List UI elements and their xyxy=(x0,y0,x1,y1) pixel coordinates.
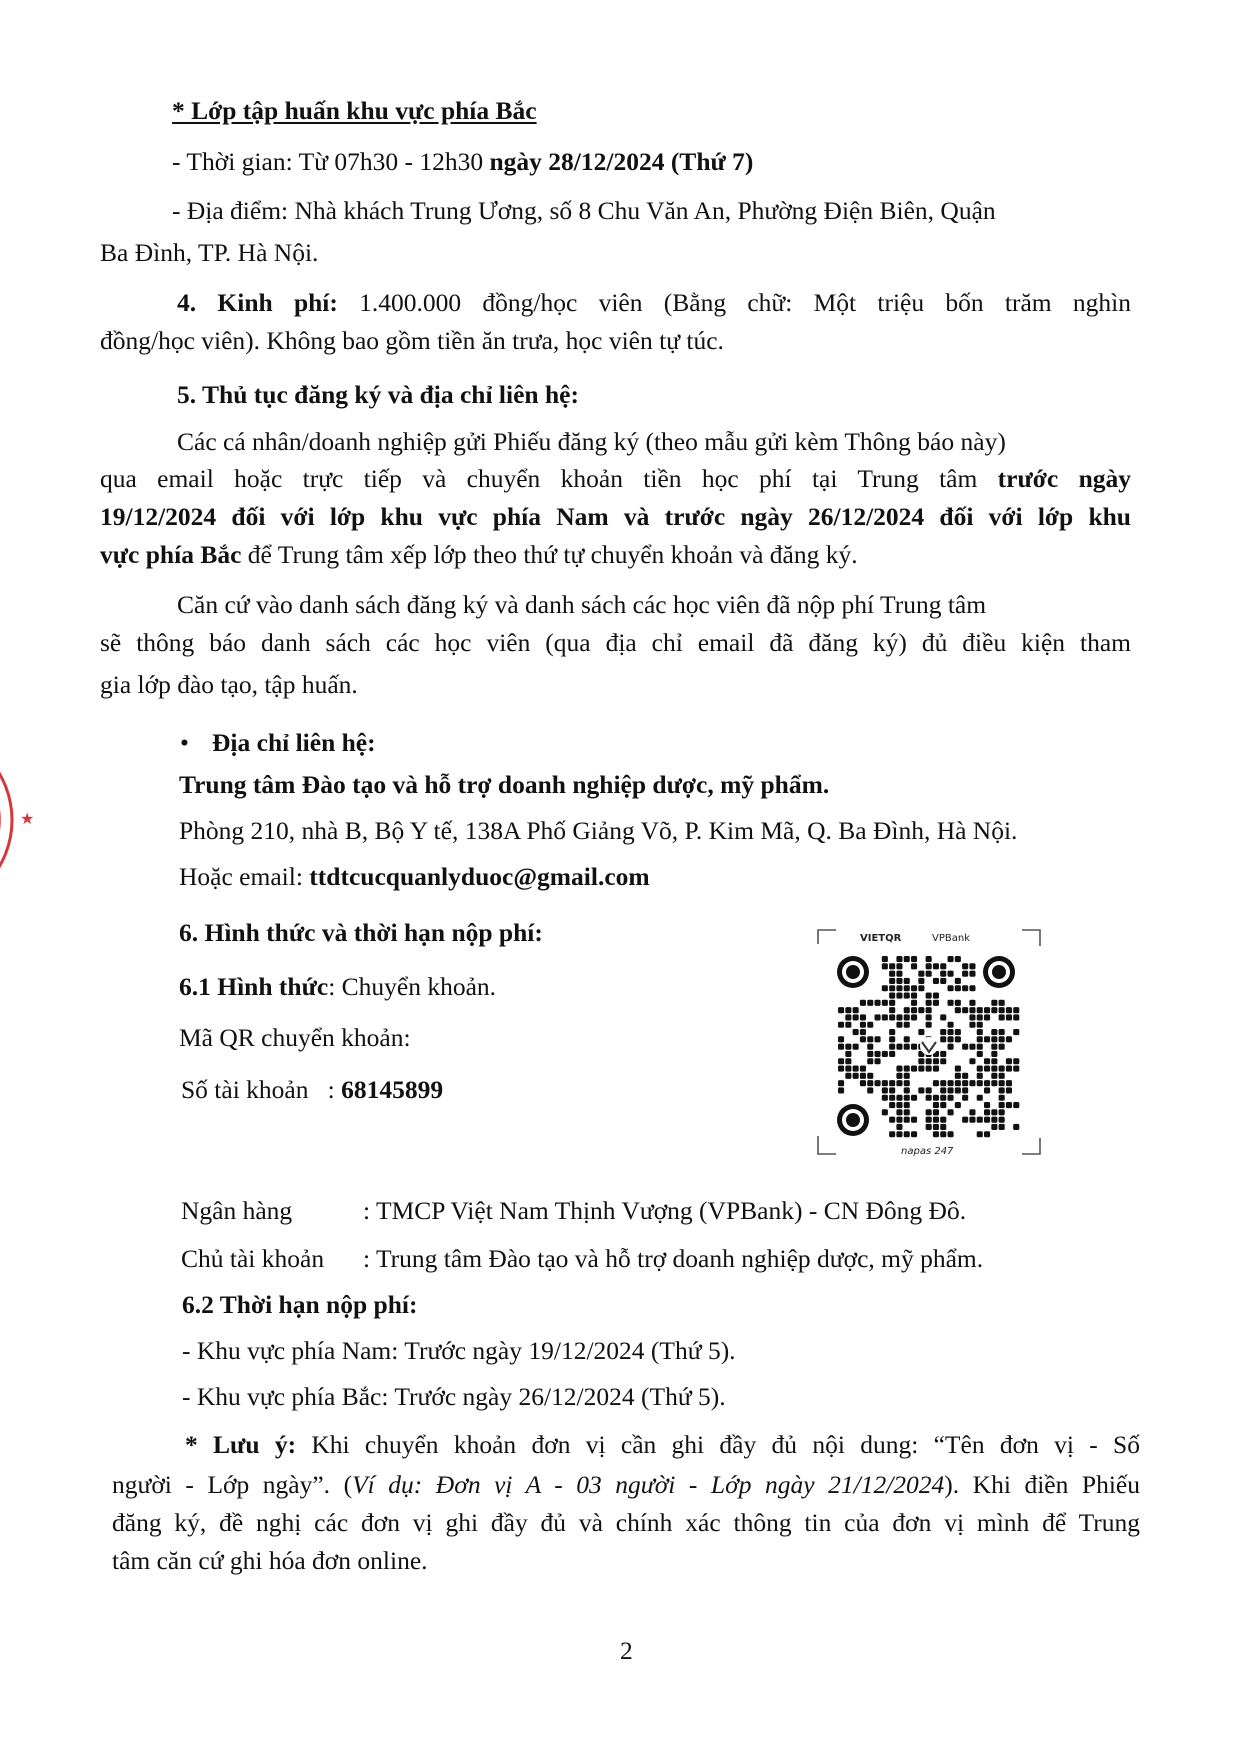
north-class-heading: * Lớp tập huấn khu vực phía Bắc xyxy=(172,96,537,125)
contact-email-line: Hoặc email: ttdtcucquanlyduoc@gmail.com xyxy=(179,862,650,891)
section5-heading: 5. Thủ tục đăng ký và địa chỉ liên hệ: xyxy=(177,380,579,409)
holder-line: Chủ tài khoản : Trung tâm Đào tạo và hỗ trợ doanh nghiệp dược, mỹ phẩm. xyxy=(181,1244,984,1273)
note-line3: đăng ký, đề nghị các đơn vị ghi đầy đủ và chính xác thông tin của đơn vị mình để Trung xyxy=(112,1508,1140,1537)
section5-p1-line1: Các cá nhân/doanh nghiệp gửi Phiếu đăng ký (theo mẫu gửi kèm Thông báo này) xyxy=(177,427,1006,456)
section6-heading: 6. Hình thức và thời hạn nộp phí: xyxy=(179,918,543,947)
north-class-place-line1: - Địa điểm: Nhà khách Trung Ương, số 8 Chu Văn An, Phường Điện Biên, Quận xyxy=(172,196,996,225)
section5-p1-line2: qua email hoặc trực tiếp và chuyển khoản tiền học phí tại Trung tâm trước ngày xyxy=(100,464,1131,493)
page-number: 2 xyxy=(620,1636,633,1665)
section5-p2-line2: sẽ thông báo danh sách các học viên (qua địa chỉ email đã đăng ký) đủ điều kiện tham xyxy=(100,628,1131,657)
contact-bullet: • xyxy=(180,728,189,757)
section6-2-heading: 6.2 Thời hạn nộp phí: xyxy=(182,1290,418,1319)
contact-address: Phòng 210, nhà B, Bộ Y tế, 138A Phố Giảng Võ, P. Kim Mã, Q. Ba Đình, Hà Nội. xyxy=(179,816,1018,845)
section4-fee-line1: 4. Kinh phí: 1.400.000 đồng/học viên (Bằng chữ: Một triệu bốn trăm nghìn xyxy=(177,288,1131,317)
note-line1: * Lưu ý: Khi chuyển khoản đơn vị cần ghi đầy đủ nội dung: “Tên đơn vị - Số xyxy=(185,1430,1140,1459)
section4-fee-line2: đồng/học viên). Không bao gồm tiền ăn trưa, học viên tự túc. xyxy=(100,326,724,355)
contact-email-link[interactable]: ttdtcucquanlyduoc@gmail.com xyxy=(309,862,650,891)
svg-text:★: ★ xyxy=(20,809,35,828)
official-seal-stamp xyxy=(0,700,50,940)
contact-heading: Địa chỉ liên hệ: xyxy=(212,728,376,757)
section5-p1-line3: 19/12/2024 đối với lớp khu vực phía Nam và trước ngày 26/12/2024 đối với lớp khu xyxy=(100,502,1131,531)
north-class-time: - Thời gian: Từ 07h30 - 12h30 ngày 28/12/2024 (Thứ 7) xyxy=(172,147,754,176)
bank-line: Ngân hàng : TMCP Việt Nam Thịnh Vượng (VPBank) - CN Đông Đô. xyxy=(181,1196,967,1225)
napas-logo: napas 247 xyxy=(901,1146,954,1157)
section6-1-method: 6.1 Hình thức: Chuyển khoản. xyxy=(179,972,497,1001)
north-deadline: - Khu vực phía Bắc: Trước ngày 26/12/2024 (Thứ 5). xyxy=(182,1382,726,1411)
vietqr-logo: VIETQR xyxy=(860,933,902,944)
qr-label: Mã QR chuyển khoản: xyxy=(179,1023,411,1052)
contact-org: Trung tâm Đào tạo và hỗ trợ doanh nghiệp dược, mỹ phẩm. xyxy=(179,770,830,799)
south-deadline: - Khu vực phía Nam: Trước ngày 19/12/2024 (Thứ 5). xyxy=(182,1336,736,1365)
section5-p2-line1: Căn cứ vào danh sách đăng ký và danh sách các học viên đã nộp phí Trung tâm xyxy=(177,590,987,619)
note-line2: người - Lớp ngày”. (Ví dụ: Đơn vị A - 03 người - Lớp ngày 21/12/2024). Khi điền Phiếu xyxy=(112,1470,1140,1499)
section5-p2-line3: gia lớp đào tạo, tập huấn. xyxy=(100,670,358,699)
qr-code-icon xyxy=(816,924,1042,1162)
qr-code-block xyxy=(816,924,1042,1162)
account-number-line: Số tài khoản : 68145899 xyxy=(181,1075,444,1104)
north-class-place-line2: Ba Đình, TP. Hà Nội. xyxy=(100,238,319,267)
vpbank-logo: VPBank xyxy=(932,933,970,944)
section5-p1-line4: vực phía Bắc để Trung tâm xếp lớp theo thứ tự chuyển khoản và đăng ký. xyxy=(100,540,858,569)
note-line4: tâm căn cứ ghi hóa đơn online. xyxy=(112,1546,428,1575)
